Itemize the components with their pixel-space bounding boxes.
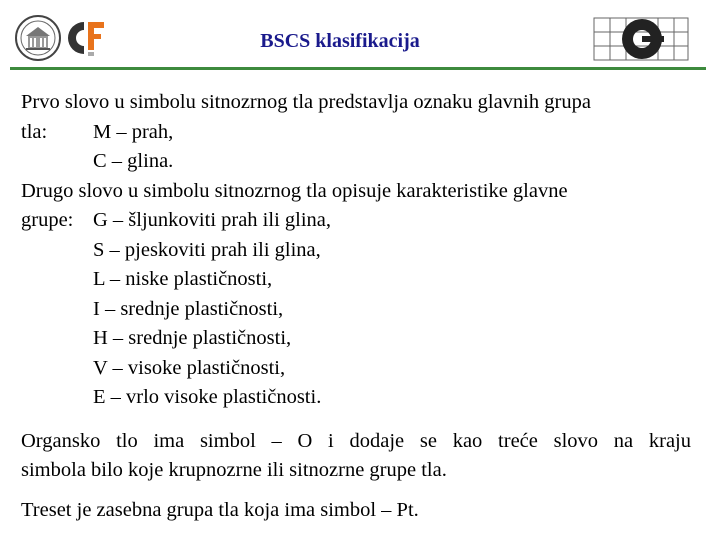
text-line: Organsko tlo ima simbol – O i dodaje se kao treće slovo na kraju: [21, 429, 691, 452]
list-item: L – niske plastičnosti,: [93, 268, 273, 290]
content-body: [21, 88, 691, 525]
text-line: Prvo slovo u simbolu sitnozrnog tla predstavlja oznaku glavnih grupa: [21, 91, 591, 113]
list-item: C – glina.: [93, 150, 174, 172]
page-title: BSCS klasifikacija: [260, 30, 420, 52]
list-item: I – srednje plastičnosti,: [93, 297, 284, 320]
list-item: H – srednje plastičnosti,: [93, 327, 292, 349]
list-item: M – prah,: [93, 120, 174, 143]
list-item: V – visoke plastičnosti,: [93, 356, 286, 379]
text-label: tla:: [21, 120, 48, 143]
list-item: G – šljunkoviti prah ili glina,: [93, 209, 332, 231]
header-divider: [10, 67, 706, 70]
paragraph-first-letter: [21, 88, 691, 177]
paragraph-organic-soil: [21, 427, 691, 486]
text-line: simbola bilo koje krupnozrne ili sitnozrne grupe tla.: [21, 459, 447, 481]
paragraph-second-letter: [21, 177, 691, 413]
paragraph-peat: Treset je zasebna grupa tla koja ima simbol – Pt.: [21, 498, 419, 521]
list-item: S – pjeskoviti prah ili glina,: [93, 238, 321, 261]
text-line: Drugo slovo u simbolu sitnozrnog tla opisuje karakteristike glavne: [21, 179, 568, 202]
text-label: grupe:: [21, 209, 74, 231]
list-item: E – vrlo visoke plastičnosti.: [93, 386, 322, 408]
